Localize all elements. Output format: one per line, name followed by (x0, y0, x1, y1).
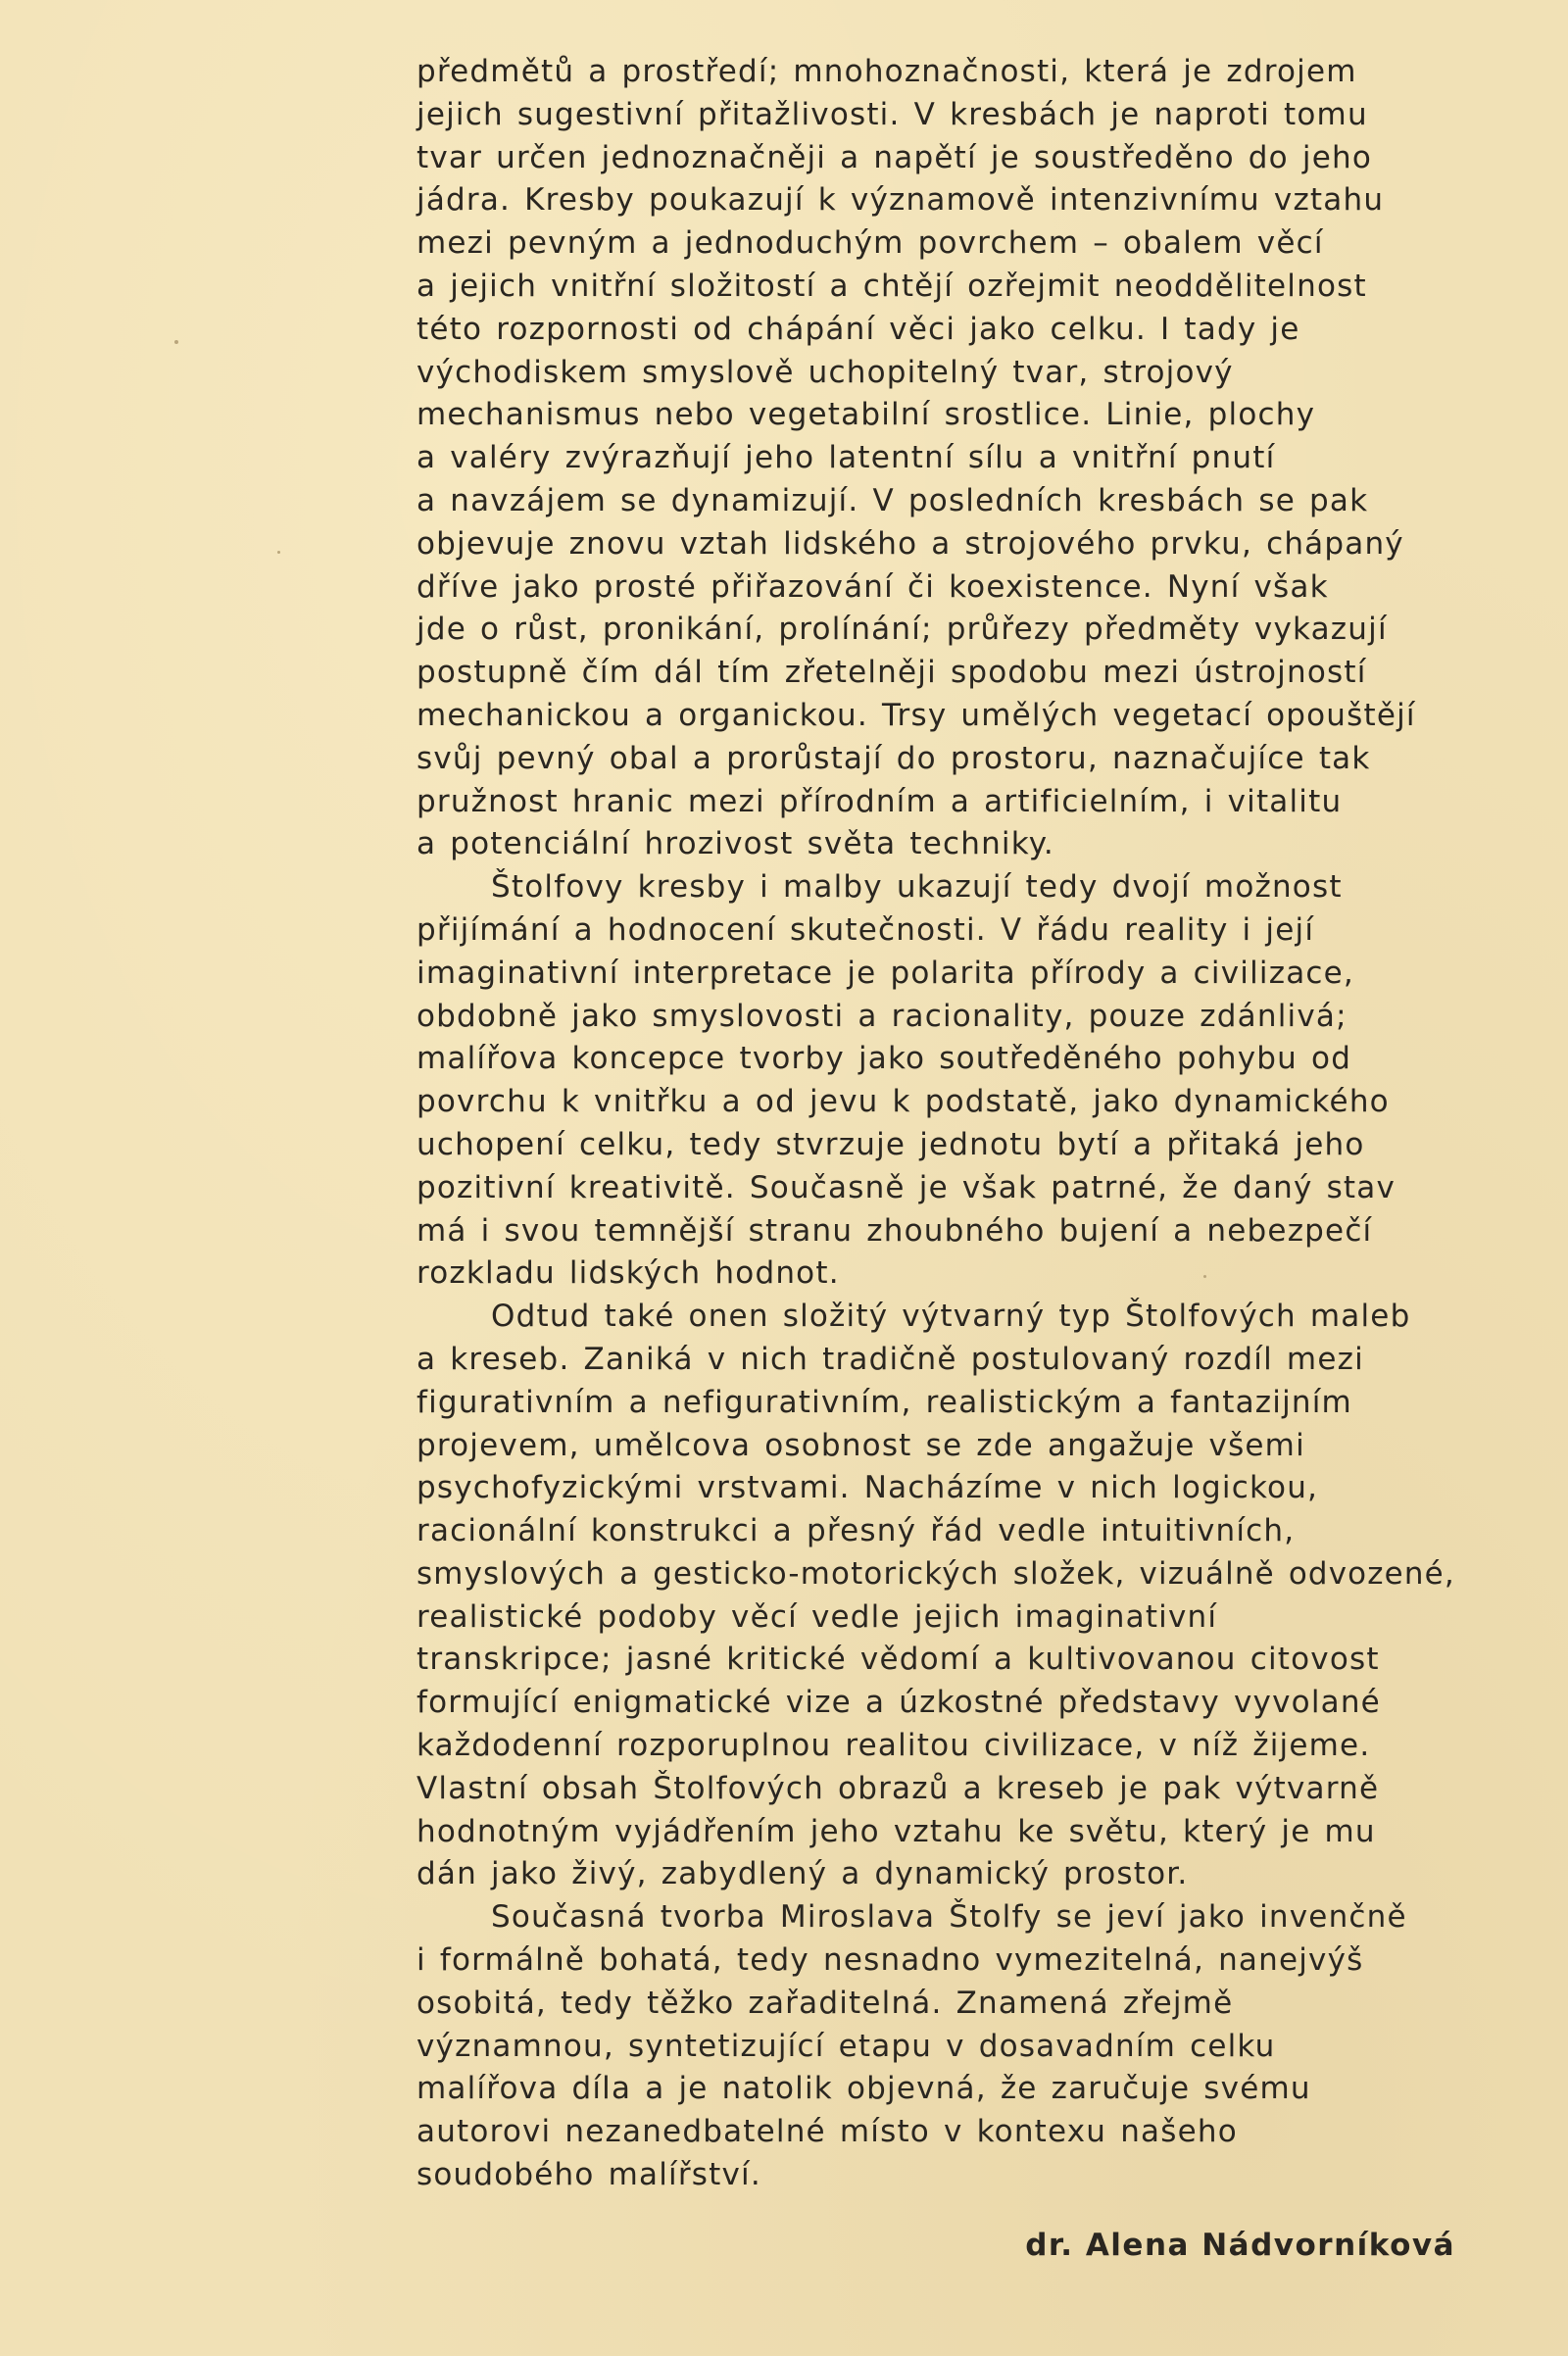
text-line: i formálně bohatá, tedy nesnadno vymezitelná, nanejvýš (416, 1942, 1364, 1979)
paper-speck (174, 340, 178, 344)
text-line: každodenní rozporuplnou realitou civilizace, v níž žijeme. (416, 1728, 1371, 1764)
text-line: pružnost hranic mezi přírodním a artificielním, i vitalitu (416, 783, 1343, 819)
text-line: Současná tvorba Miroslava Štolfy se jeví jako invenčně (491, 1899, 1407, 1936)
text-line: významnou, syntetizující etapu v dosavadním celku (416, 2028, 1276, 2064)
text-line: osobitá, tedy těžko zařaditelná. Znamená zřejmě (416, 1985, 1234, 2021)
text-line: a potenciální hrozivost světa techniky. (416, 826, 1054, 862)
text-line: smyslových a gesticko-motorických složek, vizuálně odvozené, (416, 1555, 1455, 1592)
paragraph (416, 866, 1455, 1296)
text-line: formující enigmatické vize a úzkostné představy vyvolané (416, 1685, 1381, 1721)
body-text (416, 51, 1455, 2197)
text-line: objevuje znovu vztah lidského a strojového prvku, chápaný (416, 525, 1404, 562)
text-line: této rozpornosti od chápání věci jako celku. I tady je (416, 311, 1300, 347)
text-line: dříve jako prosté přiřazování či koexistence. Nyní však (416, 568, 1329, 605)
paragraph (416, 1296, 1455, 1896)
text-line: soudobého malířství. (416, 2157, 761, 2193)
text-line: svůj pevný obal a prorůstají do prostoru, naznačujíce tak (416, 740, 1371, 776)
paragraph (416, 1896, 1455, 2197)
text-line: malířova díla a je natolik objevná, že zaručuje svému (416, 2071, 1311, 2107)
text-line: imaginativní interpretace je polarita přírody a civilizace, (416, 955, 1354, 991)
text-line: Vlastní obsah Štolfových obrazů a kreseb je pak výtvarně (416, 1770, 1380, 1806)
text-line: malířova koncepce tvorby jako soutředěného pohybu od (416, 1041, 1352, 1077)
text-line: tvar určen jednoznačněji a napětí je soustředěno do jeho (416, 139, 1372, 175)
text-line: mezi pevným a jednoduchým povrchem – obalem věcí (416, 225, 1324, 262)
text-line: projevem, umělcova osobnost se zde angažuje všemi (416, 1427, 1305, 1463)
text-line: jde o růst, pronikání, prolínání; průřezy předměty vykazují (416, 612, 1388, 648)
text-line: a valéry zvýrazňují jeho latentní sílu a vnitřní pnutí (416, 440, 1276, 476)
text-line: hodnotným vyjádřením jeho vztahu ke světu, který je mu (416, 1813, 1376, 1849)
text-line: mechanickou a organickou. Trsy umělých vegetací opouštějí (416, 697, 1416, 733)
text-line: jádra. Kresby poukazují k významově intenzivnímu vztahu (416, 182, 1385, 219)
text-line: obdobně jako smyslovosti a racionality, pouze zdánlivá; (416, 998, 1348, 1034)
text-line: má i svou temnější stranu zhoubného bujení a nebezpečí (416, 1212, 1373, 1249)
text-line: přijímání a hodnocení skutečnosti. V řádu reality i její (416, 911, 1315, 948)
text-line: transkripce; jasné kritické vědomí a kultivovanou citovost (416, 1642, 1380, 1678)
text-line: racionální konstrukci a přesný řád vedle intuitivních, (416, 1513, 1296, 1549)
text-line: a jejich vnitřní složitostí a chtějí ozřejmit neoddělitelnost (416, 268, 1367, 304)
text-line: Odtud také onen složitý výtvarný typ Štolfových maleb (491, 1299, 1411, 1335)
text-line: pozitivní kreativitě. Současně je však patrné, že daný stav (416, 1169, 1396, 1205)
text-line: postupně čím dál tím zřetelněji spodobu mezi ústrojností (416, 655, 1367, 691)
text-line: dán jako živý, zabydlený a dynamický prostor. (416, 1856, 1189, 1892)
text-line: uchopení celku, tedy stvrzuje jednotu bytí a přitaká jeho (416, 1126, 1365, 1162)
paper-speck (277, 551, 280, 554)
author-signature: dr. Alena Nádvorníková (1025, 2228, 1455, 2263)
text-line: figurativním a nefigurativním, realistickým a fantazijním (416, 1384, 1352, 1420)
text-line: a navzájem se dynamizují. V posledních kresbách se pak (416, 482, 1369, 518)
text-line: předmětů a prostředí; mnohoznačnosti, která je zdrojem (416, 54, 1357, 89)
paper-speck (1203, 1275, 1206, 1278)
text-line: Štolfovy kresby i malby ukazují tedy dvojí možnost (491, 869, 1343, 906)
text-line: autorovi nezanedbatelné místo v kontexu našeho (416, 2114, 1238, 2150)
text-line: jejich sugestivní přitažlivosti. V kresbách je naproti tomu (416, 96, 1368, 132)
text-line: a kreseb. Zaniká v nich tradičně postulovaný rozdíl mezi (416, 1341, 1364, 1377)
text-line: realistické podoby věcí vedle jejich imaginativní (416, 1598, 1218, 1635)
text-line: povrchu k vnitřku a od jevu k podstatě, jako dynamického (416, 1084, 1390, 1120)
paragraph (416, 51, 1455, 866)
text-line: psychofyzickými vrstvami. Nacházíme v nich logickou, (416, 1470, 1319, 1506)
text-line: východiskem smyslově uchopitelný tvar, strojový (416, 354, 1234, 390)
text-line: mechanismus nebo vegetabilní srostlice. Linie, plochy (416, 397, 1316, 433)
text-line: rozkladu lidských hodnot. (416, 1255, 840, 1292)
